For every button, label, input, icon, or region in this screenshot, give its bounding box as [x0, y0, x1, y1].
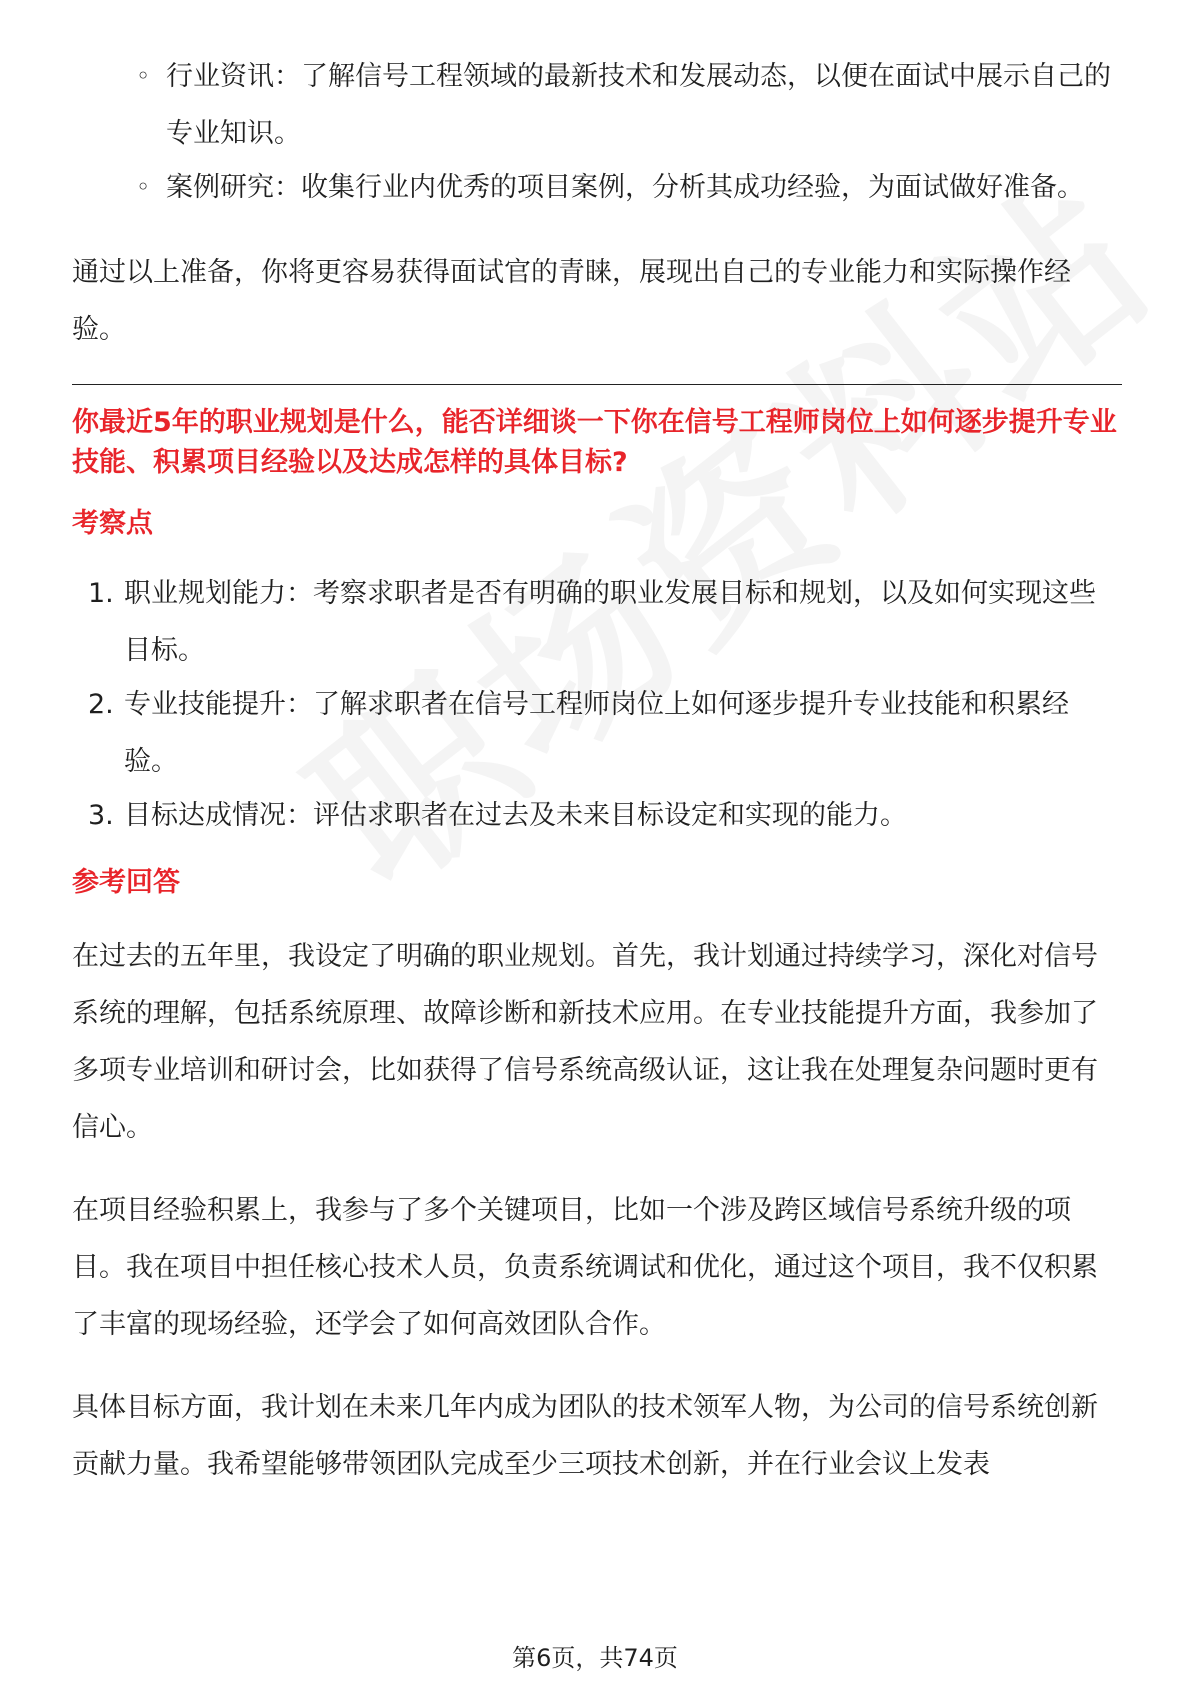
- bullet-marker: ◦: [136, 62, 151, 90]
- assessment-heading: 考察点: [72, 508, 153, 539]
- list-item: [88, 676, 1122, 790]
- summary-paragraph: 通过以上准备，你将更容易获得面试官的青睐，展现出自己的专业能力和实际操作经验。: [72, 257, 1071, 345]
- bullet-list: [72, 48, 1122, 216]
- question-title: 你最近5年的职业规划是什么，能否详细谈一下你在信号工程师岗位上如何逐步提升专业技能、积累项目经验以及达成怎样的具体目标?: [72, 407, 1117, 478]
- answer-paragraph: 在过去的五年里，我设定了明确的职业规划。首先，我计划通过持续学习，深化对信号系统的理解，包括系统原理、故障诊断和新技术应用。在专业技能提升方面，我参加了多项专业培训和研讨会，比如获得了信号系统高级认证，这让我在处理复杂问题时更有信心。: [72, 941, 1098, 1143]
- list-item: [136, 159, 1122, 216]
- section-divider: [72, 384, 1122, 385]
- answer-paragraph: 具体目标方面，我计划在未来几年内成为团队的技术领军人物，为公司的信号系统创新贡献力量。我希望能够带领团队完成至少三项技术创新，并在行业会议上发表: [72, 1392, 1098, 1480]
- bullet-marker: ◦: [136, 173, 151, 201]
- list-item: [88, 565, 1122, 679]
- page-footer: 第6页，共74页: [512, 1644, 678, 1672]
- list-item: [136, 48, 1122, 162]
- item-number: 3.: [88, 800, 114, 831]
- item-text: 专业技能提升：了解求职者在信号工程师岗位上如何逐步提升专业技能和积累经验。: [124, 689, 1069, 777]
- answer-heading: 参考回答: [72, 867, 180, 898]
- answer-paragraph: 在项目经验积累上，我参与了多个关键项目，比如一个涉及跨区域信号系统升级的项目。我在项目中担任核心技术人员，负责系统调试和优化，通过这个项目，我不仅积累了丰富的现场经验，还学会了如何高效团队合作。: [72, 1195, 1098, 1340]
- item-number: 2.: [88, 689, 114, 720]
- bullet-text: 案例研究：收集行业内优秀的项目案例，分析其成功经验，为面试做好准备。: [166, 172, 1084, 203]
- item-text: 目标达成情况：评估求职者在过去及未来目标设定和实现的能力。: [124, 800, 907, 831]
- item-text: 职业规划能力：考察求职者是否有明确的职业发展目标和规划，以及如何实现这些目标。: [124, 578, 1096, 666]
- bullet-text: 行业资讯：了解信号工程领域的最新技术和发展动态，以便在面试中展示自己的专业知识。: [166, 61, 1111, 149]
- assessment-list: [72, 565, 1122, 844]
- list-item: [88, 787, 1122, 844]
- item-number: 1.: [88, 578, 114, 609]
- page-content: [72, 48, 1122, 1493]
